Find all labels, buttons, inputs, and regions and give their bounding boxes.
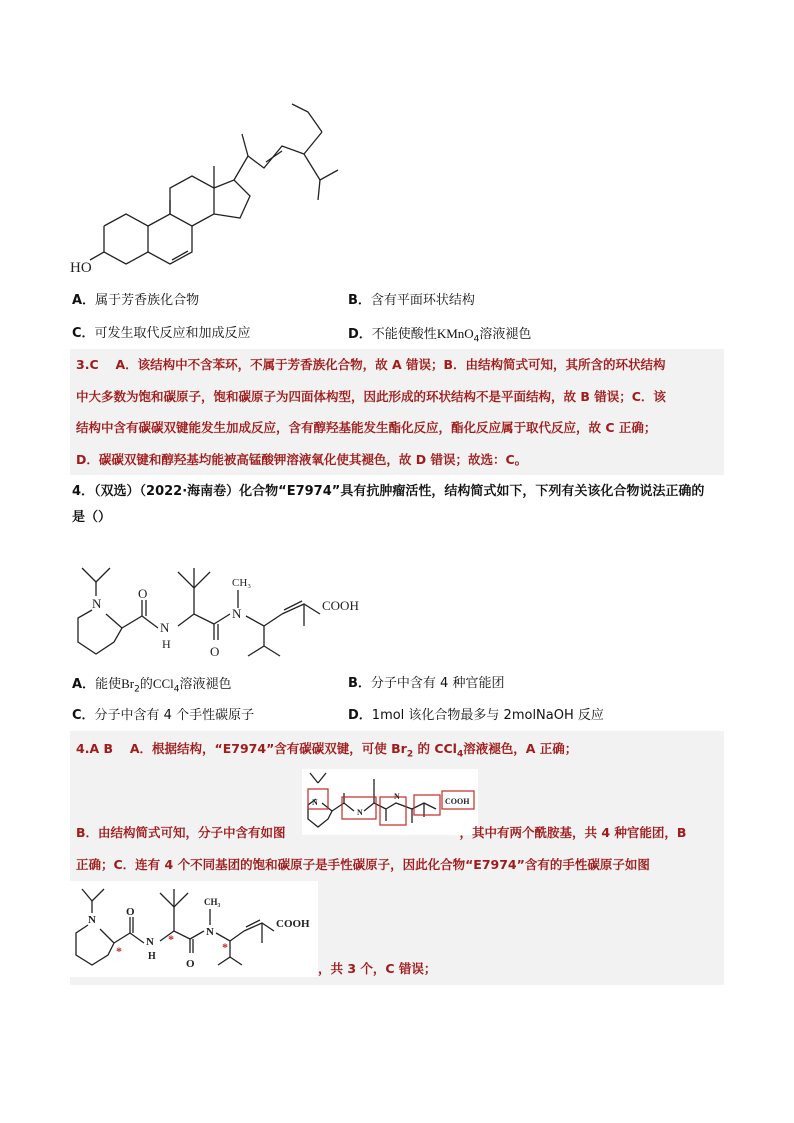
q3-option-a[interactable]: A．属于芳香族化合物 — [72, 293, 200, 308]
svg-text:COOH: COOH — [322, 598, 359, 613]
q3-option-c[interactable]: C．可发生取代反应和加成反应 — [72, 326, 251, 341]
q4-option-b[interactable]: B．分子中含有 4 种官能团 — [348, 676, 505, 691]
ho-label: HO — [70, 260, 92, 276]
svg-text:O: O — [138, 586, 148, 601]
svg-text:O: O — [126, 906, 135, 918]
svg-text:CH₃: CH₃ — [232, 577, 252, 589]
q4-answer-line4: ，共 3 个，C 错误； — [318, 961, 437, 976]
q4-answer-block — [70, 731, 724, 985]
q3-option-b[interactable]: B．含有平面环状结构 — [348, 293, 475, 308]
q3-option-d[interactable]: D．不能使酸性KMnO$_4$溶液褪色 — [348, 326, 532, 345]
q4-option-c[interactable]: C．分子中含有 4 个手性碳原子 — [72, 708, 255, 723]
svg-text:H: H — [148, 951, 156, 962]
svg-text:N: N — [232, 606, 242, 621]
svg-text:N: N — [206, 926, 214, 938]
chiral-star-1: * — [116, 944, 122, 958]
q4-answer-line1: 4.A B A．根据结构，“E7974”含有碳碳双键，可使 $Br_2$ 的 CCl$_4$溶液褪色，A 正确； — [76, 741, 578, 760]
q4-answer-line2: B．由结构简式可知，分子中含有如图 ，其中有两个酰胺基，共 4 种官能团，B — [76, 825, 687, 840]
svg-text:N: N — [92, 596, 102, 611]
chiral-star-2: * — [168, 932, 174, 946]
q3-answer-line4: D．碳碳双键和醇羟基均能被高锰酸钾溶液氧化使其褪色，故 D 错误；故选：C。 — [76, 451, 528, 467]
svg-text:N: N — [357, 808, 363, 817]
q3-answer-line1: 3.C A．该结构中不含苯环，不属于芳香族化合物，故 A 错误；B．由结构简式可知，其所含的环状结构 — [76, 357, 666, 372]
svg-text:COOH: COOH — [276, 918, 310, 930]
q4-stem: 4．（双选）（2022·海南卷）化合物“E7974”具有抗肿瘤活性，结构简式如下，下列有关该化合物说法正确的 是（） — [72, 484, 705, 525]
svg-text:N: N — [160, 620, 170, 635]
svg-text:CH₃: CH₃ — [204, 897, 221, 907]
svg-text:N: N — [312, 798, 318, 807]
svg-text:COOH: COOH — [445, 797, 470, 806]
q3-answer-block — [70, 349, 724, 475]
chiral-carbon-structure — [70, 881, 318, 977]
svg-text:N: N — [88, 914, 96, 926]
e7974-structure — [70, 560, 380, 670]
q3-answer-line3: 结构中含有碳碳双键能发生加成反应，含有醇羟基能发生酯化反应，酯化反应属于取代反应，故 C 正确； — [76, 420, 657, 435]
svg-text:N: N — [146, 936, 154, 948]
q4-option-d[interactable]: D．1mol 该化合物最多与 2molNaOH 反应 — [348, 708, 604, 723]
q3-answer-line2: 中大多数为饱和碳原子，饱和碳原子为四面体构型，因此形成的环状结构不是平面结构，故 B 错误；C．该 — [76, 388, 666, 404]
chiral-star-3: * — [222, 940, 228, 954]
q4-option-a[interactable]: A．能使$Br_2$的CCl$_4$溶液褪色 — [72, 676, 232, 695]
steroid-structure — [68, 96, 368, 286]
q4-answer-line3: 正确；C．连有 4 个不同基团的饱和碳原子是手性碳原子，因此化合物“E7974”含有的手性碳原子如图 — [76, 857, 650, 872]
svg-text:H: H — [162, 637, 171, 651]
svg-text:O: O — [186, 958, 195, 970]
svg-text:O: O — [210, 644, 220, 659]
svg-text:N: N — [394, 792, 400, 801]
